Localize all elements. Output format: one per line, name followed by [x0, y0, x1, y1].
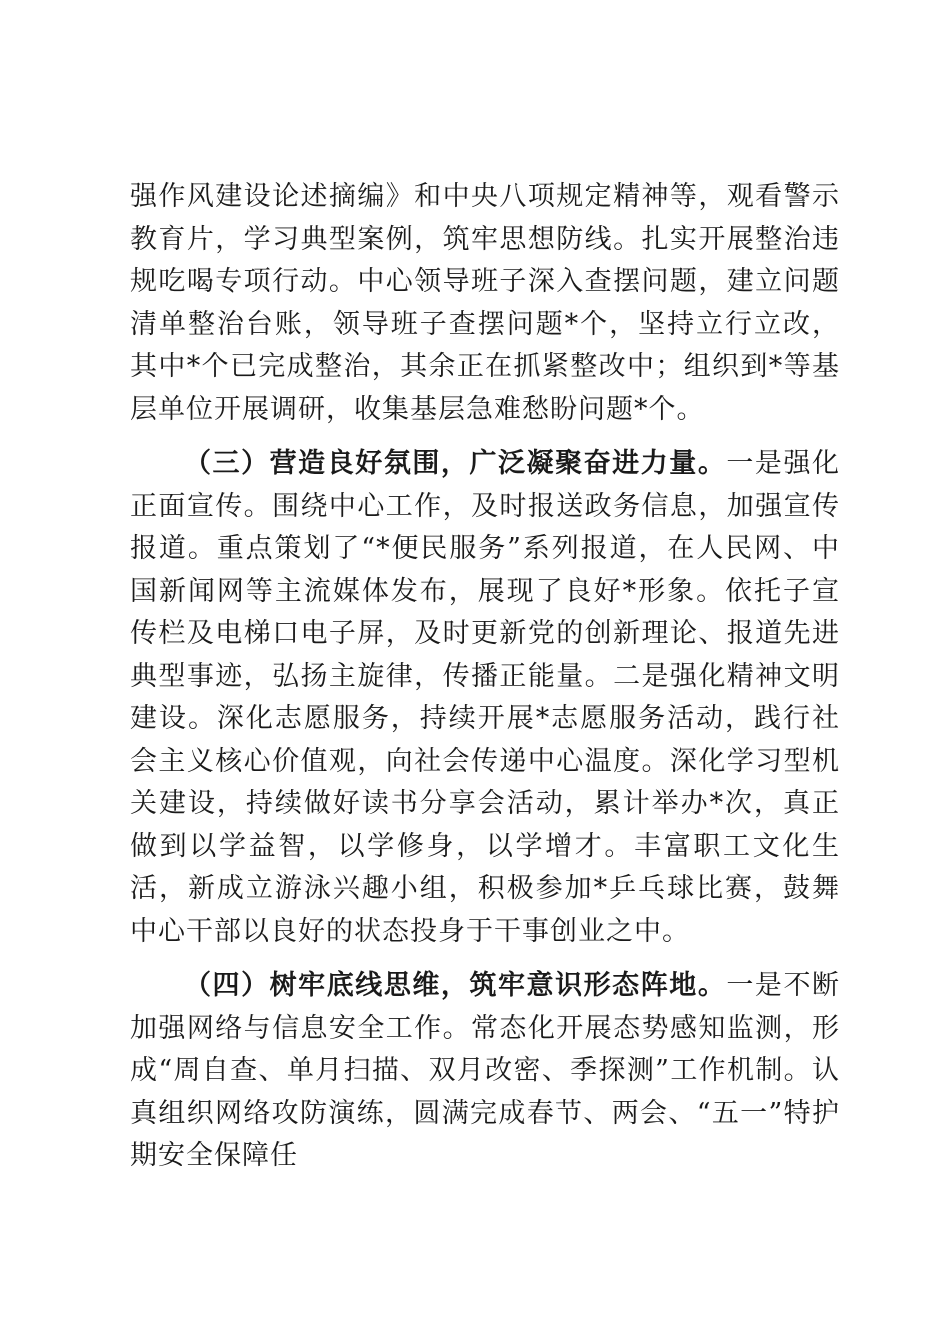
- document-body: [130, 176, 840, 1190]
- section-heading-three: （三）营造良好氛围，广泛凝聚奋进力量。: [184, 448, 727, 479]
- paragraph-body: 强作风建设论述摘编》和中央八项规定精神等，观看警示教育片，学习典型案例，筑牢思想防线。扎实开展整治违规吃喝专项行动。中心领导班子深入查摆问题，建立问题清单整治台账，领导班子查摆问题*个，坚持立行立改，其中*个已完成整治，其余正在抓紧整改中；组织到*等基层单位开展调研，收集基层急难愁盼问题*个。: [130, 181, 840, 425]
- section-heading-four: （四）树牢底线思维，筑牢意识形态阵地。: [184, 970, 727, 1001]
- paragraph-body: 一是不断加强网络与信息安全工作。常态化开展态势感知监测，形成“周自查、单月扫描、双月改密、季探测”工作机制。认真组织网络攻防演练，圆满完成春节、两会、“五一”特护期安全保障任: [130, 970, 841, 1171]
- paragraph-section-three: [130, 443, 840, 953]
- paragraph-section-four: [130, 965, 840, 1178]
- paragraph-continuation: [130, 176, 840, 431]
- paragraph-body: 一是强化正面宣传。围绕中心工作，及时报送政务信息，加强宣传报道。重点策划了“*便民服务”系列报道，在人民网、中国新闻网等主流媒体发布，展现了良好*形象。依托子宣传栏及电梯口电子屏，及时更新党的创新理论、报道先进典型事迹，弘扬主旋律，传播正能量。二是强化精神文明建设。深化志愿服务，持续开展*志愿服务活动，践行社会主义核心价值观，向社会传递中心温度。深化学习型机关建设，持续做好读书分享会活动，累计举办*次，真正做到以学益智，以学修身，以学增才。丰富职工文化生活，新成立游泳兴趣小组，积极参加*乒乓球比赛，鼓舞中心干部以良好的状态投身于干事创业之中。: [130, 448, 841, 947]
